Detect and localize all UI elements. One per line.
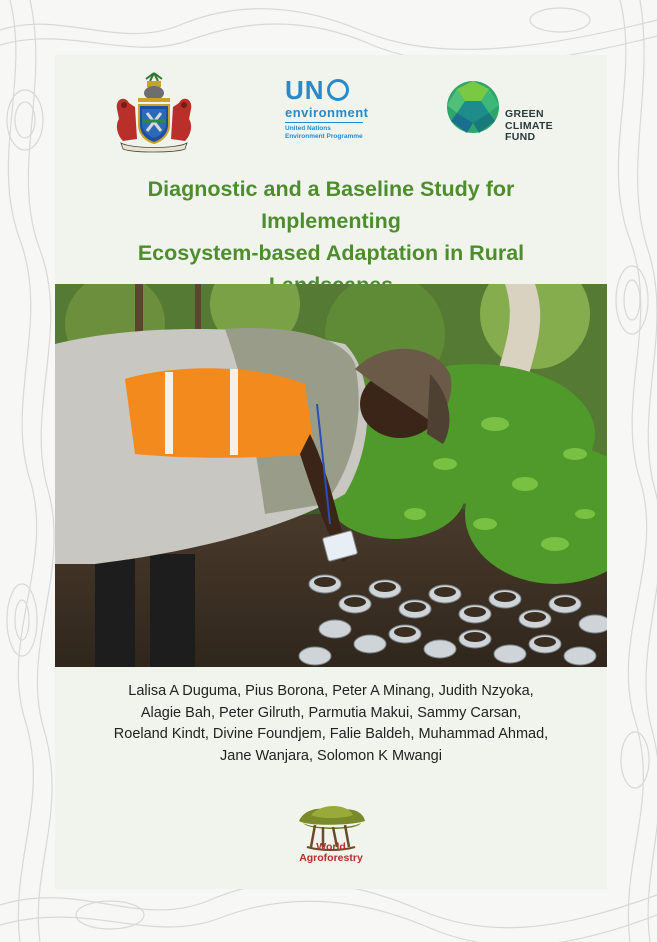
unep-subtitle-2: Environment Programme	[285, 133, 363, 140]
unep-wordmark	[285, 77, 375, 103]
gcf-line-1: GREEN	[505, 108, 544, 120]
publisher-line-1: World	[316, 841, 346, 853]
author-list	[75, 681, 587, 767]
gambia-coat-of-arms-icon	[111, 69, 197, 153]
gcf-wordmark	[505, 109, 553, 144]
unep-subtitle-1: United Nations	[285, 125, 331, 132]
authors-line-1: Lalisa A Duguma, Pius Borona, Peter A Minang, Judith Nzyoka,	[128, 683, 534, 699]
logo-row	[55, 55, 607, 165]
authors-line-2: Alagie Bah, Peter Gilruth, Parmutia Makui, Sammy Carsan,	[140, 704, 522, 721]
unep-divider	[285, 122, 363, 123]
gcf-line-2: CLIMATE	[505, 119, 553, 132]
gcf-line-3: FUND	[505, 131, 536, 143]
un-globe-icon	[327, 79, 349, 101]
authors-line-3: Roeland Kindt, Divine Foundjem, Falie Baldeh, Muhammad Ahmad,	[113, 726, 549, 742]
world-agroforestry-wordmark	[281, 842, 381, 864]
authors-line-4: Jane Wanjara, Solomon K Mwangi	[220, 747, 442, 764]
green-climate-fund-globe-icon	[445, 79, 501, 135]
unep-un-text: UN	[285, 75, 325, 105]
unep-environment-text: environment	[285, 105, 369, 120]
cover-card	[55, 55, 607, 889]
title-line-1: Diagnostic and a Baseline Study for Implementing	[147, 177, 515, 233]
unep-logo	[285, 77, 375, 157]
cover-photo	[55, 284, 607, 667]
title-line-2: Ecosystem-based Adaptation in Rural	[137, 241, 525, 265]
publisher-line-2: Agroforestry	[299, 852, 363, 864]
